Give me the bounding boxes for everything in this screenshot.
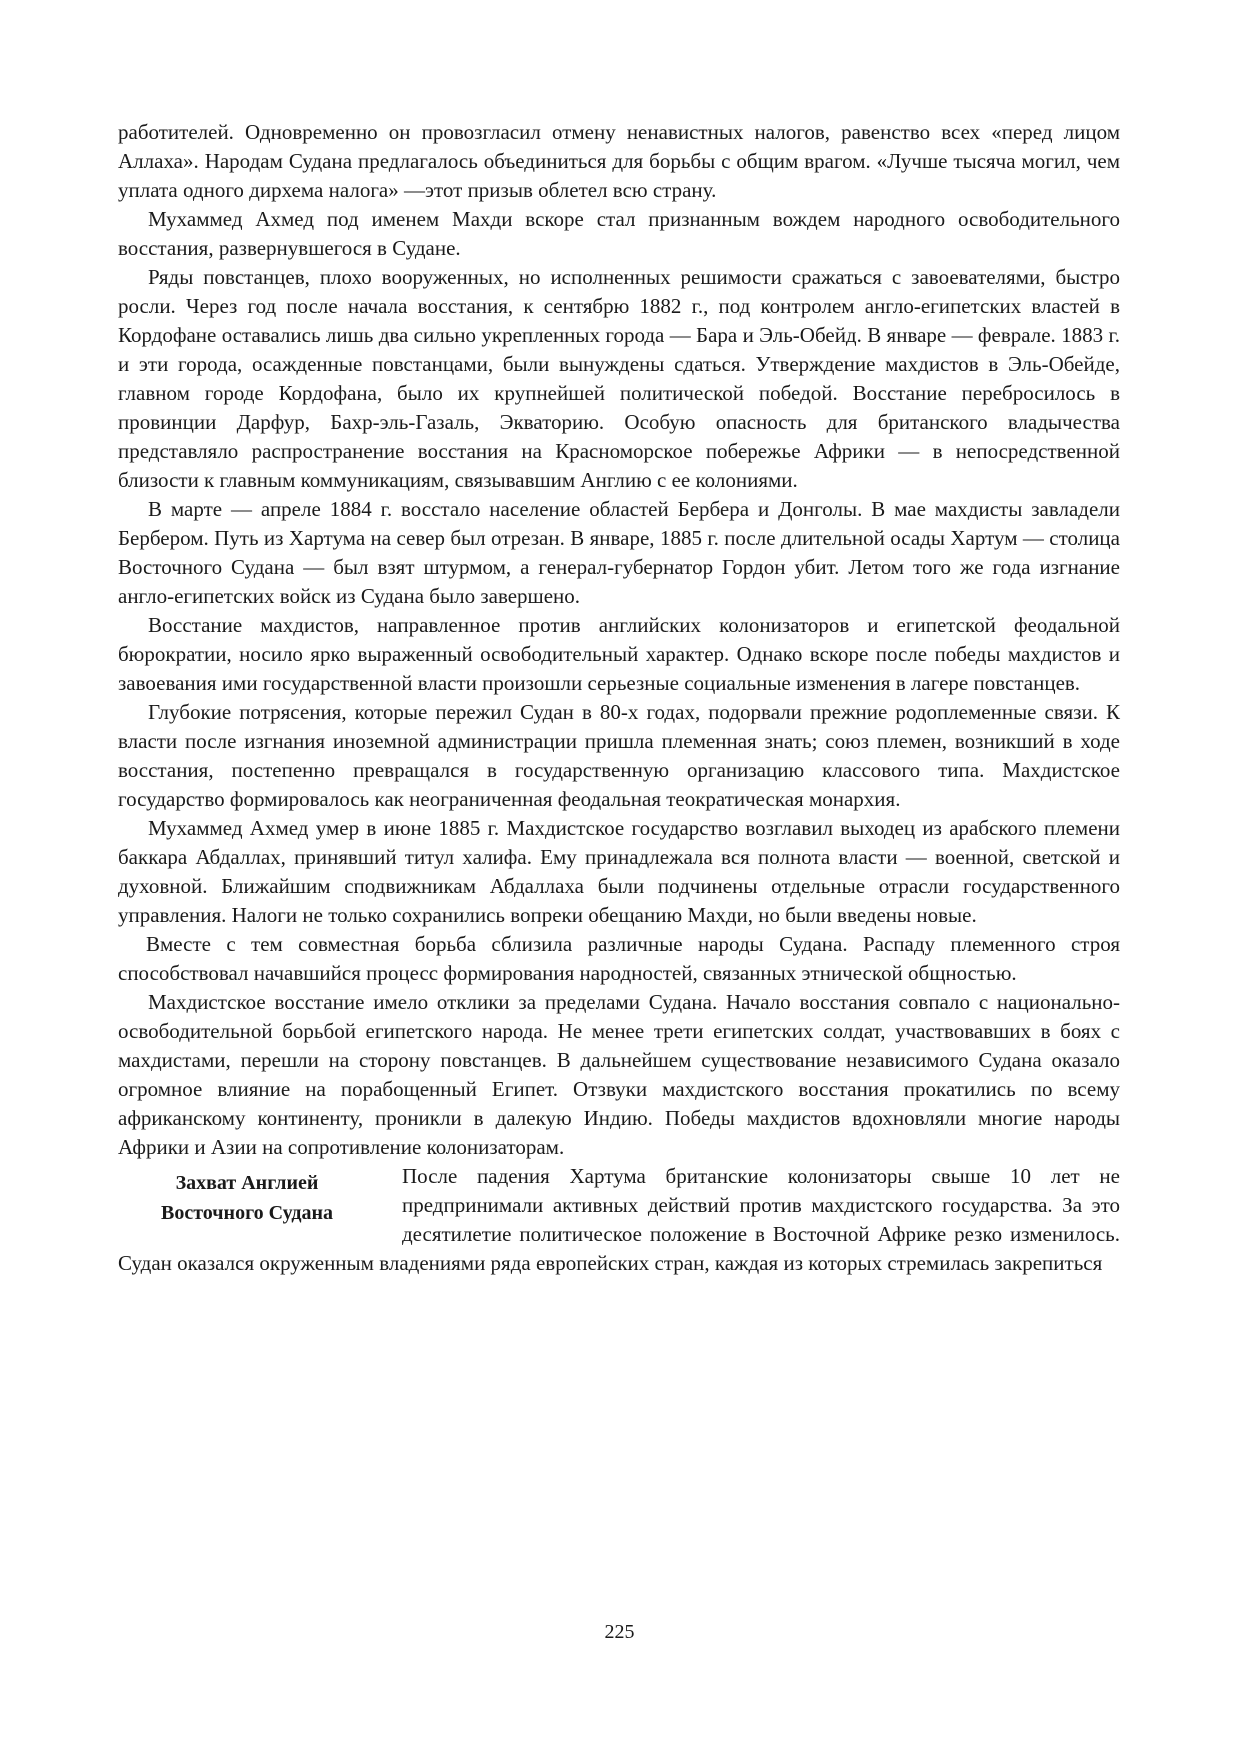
page-body <box>118 118 1120 1278</box>
paragraph-2: Мухаммед Ахмед под именем Махди вскоре стал признанным вождем народного освободительного восстания, развернувшегося в Судане. <box>118 207 1120 260</box>
section-block <box>118 1162 1120 1278</box>
section-text: После падения Хартума британские колонизаторы свыше 10 лет не предпринимали активных действий против махдистского государства. За это десятилетие политическое положение в Восточной Африке резко изменилось. Судан оказался окруженным владениями ряда европейских стран, каждая из которых стремилась закрепиться <box>118 1164 1120 1275</box>
paragraph-4: В марте — апреле 1884 г. восстало население областей Бербера и Донголы. В мае махдисты завладели Бербером. Путь из Хартума на север был отрезан. В январе, 1885 г. после длительной осады Хартум — столица Восточного Судана — был взят штурмом, а генерал-губернатор Гордон убит. Летом того же года изгнание англо-египетских войск из Судана было завершено. <box>118 497 1120 608</box>
paragraph-9: Махдистское восстание имело отклики за пределами Судана. Начало восстания совпало с национально-освободительной борьбой египетского народа. Не менее трети египетских солдат, участвовавших в боях с махдистами, перешли на сторону повстанцев. В дальнейшем существование независимого Судана оказало огромное влияние на порабощенный Египет. Отзвуки махдистского восстания прокатились по всему африканскому континенту, проникли в далекую Индию. Победы махдистов вдохновляли многие народы Африки и Азии на сопротивление колонизаторам. <box>118 990 1120 1159</box>
section-heading <box>112 1168 382 1228</box>
page-number: 225 <box>604 1621 635 1643</box>
paragraph-6: Глубокие потрясения, которые пережил Судан в 80-х годах, подорвали прежние родоплеменные связи. К власти после изгнания иноземной администрации пришла племенная знать; союз племен, возникший в ходе восстания, постепенно превращался в государственную организацию классового типа. Махдистское государство формировалось как неограниченная феодальная теократическая монархия. <box>118 700 1120 811</box>
paragraph-7: Мухаммед Ахмед умер в июне 1885 г. Махдистское государство возглавил выходец из арабского племени баккара Абдаллах, принявший титул халифа. Ему принадлежала вся полнота власти — военной, светской и духовной. Ближайшим сподвижникам Абдаллаха были подчинены отдельные отрасли государственного управления. Налоги не только сохранились вопреки обещанию Махди, но были введены новые. <box>118 816 1120 927</box>
paragraph-1: работителей. Одновременно он провозгласил отмену ненавистных налогов, равенство всех «перед лицом Аллаха». Народам Судана предлагалось объединиться для борьбы с общим врагом. «Лучше тысяча могил, чем уплата одного дирхема налога» —этот призыв облетел всю страну. <box>118 120 1120 202</box>
paragraph-5: Восстание махдистов, направленное против английских колонизаторов и египетской феодальной бюрократии, носило ярко выраженный освободительный характер. Однако вскоре после победы махдистов и завоевания ими государственной власти произошли серьезные социальные изменения в лагере повстанцев. <box>118 613 1120 695</box>
section-heading-line-1: Захват Англией <box>175 1172 319 1194</box>
paragraph-3: Ряды повстанцев, плохо вооруженных, но исполненных решимости сражаться с завоевателями, быстро росли. Через год после начала восстания, к сентябрю 1882 г., под контролем англо-египетских властей в Кордофане оставались лишь два сильно укрепленных города — Бара и Эль-Обейд. В январе — феврале. 1883 г. и эти города, осажденные повстанцами, были вынуждены сдаться. Утверждение махдистов в Эль-Обейде, главном городе Кордофана, было их крупнейшей политической победой. Восстание перебросилось в провинции Дарфур, Бахр-эль-Газаль, Экваторию. Особую опасность для британского владычества представляло распространение восстания на Красноморское побережье Африки — в непосредственной близости к главным коммуникациям, связывавшим Англию с ее колониями. <box>118 265 1120 492</box>
paragraph-8: Вместе с тем совместная борьба сблизила различные народы Судана. Распаду племенного строя способствовал начавшийся процесс формирования народностей, связанных этнической общностью. <box>118 932 1120 985</box>
section-heading-line-2: Восточного Судана <box>161 1202 333 1224</box>
